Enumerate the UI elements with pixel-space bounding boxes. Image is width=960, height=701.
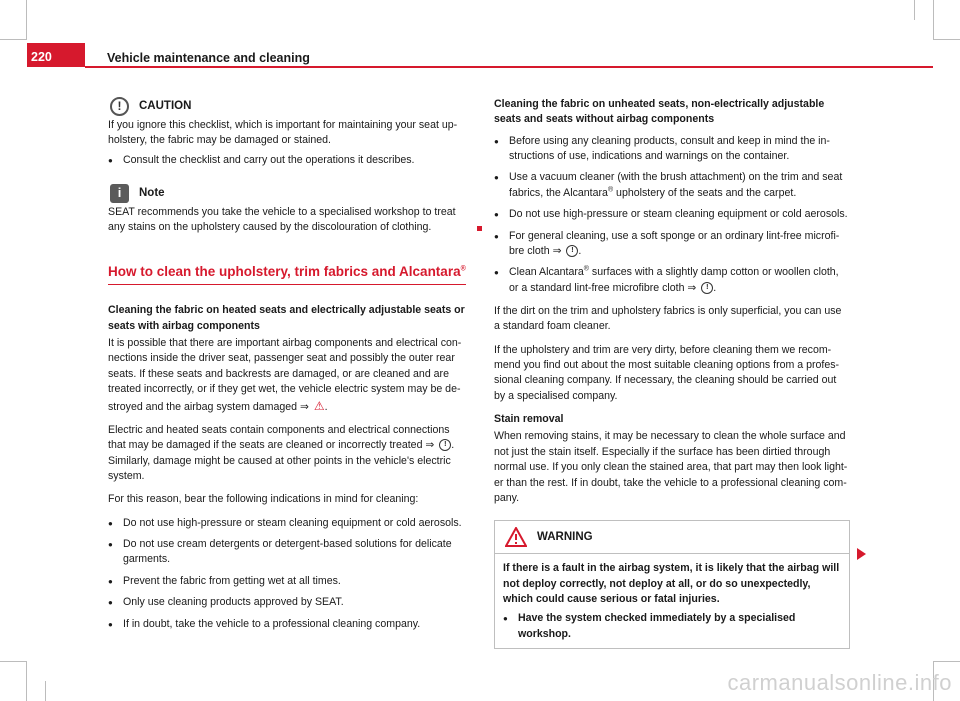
paragraph: When removing stains, it may be necessary to clean the whole surface and not just the stain itself. Especially if the surface has been dirtied through normal use. If you only clean the stained area, that part may then look light-er than the rest. If in doubt, take the vehicle to a professional cleaning com-pany. (494, 430, 848, 504)
crop-mark (26, 0, 27, 40)
warning-text: If there is a fault in the airbag system, it is likely that the airbag will not deploy correctly, not deploy at all, or do so unexpectedly, which could cause serious or fatal injuries. (503, 562, 840, 605)
paragraph (108, 336, 466, 415)
list-item-text: For general cleaning, use a soft sponge or an ordinary lint-free microfi-bre cloth ⇒ (509, 229, 840, 257)
paragraph-text: Electric and heated seats contain components and electrical connections that may be damaged if the seats are cleaned or incorrectly treated ⇒ (108, 423, 450, 452)
period: . (578, 244, 582, 257)
period: . (451, 439, 455, 452)
crop-mark (934, 39, 960, 40)
crop-mark (45, 681, 46, 701)
caution-icon: ! (701, 282, 713, 294)
paragraph: If the upholstery and trim are very dirty, before cleaning them we recom-mend you find out about the most suitable cleaning options from a profes-sional cleaning company. If necessary, the cleaning should be carried out by a specialised company. (494, 343, 840, 402)
right-column (494, 97, 848, 649)
caution-label: CAUTION (139, 100, 192, 113)
list-item: ● Before using any cleaning products, consult and keep in mind the in-structions of use, indications and warnings on the container. (494, 134, 848, 165)
warning-label: WARNING (537, 530, 593, 543)
left-column (108, 97, 466, 638)
warning-icon: ⚠ (313, 398, 325, 413)
warning-bullet: ● Have the system checked immediately by a specialised workshop. (503, 611, 841, 642)
paragraph: If the dirt on the trim and upholstery fabrics is only superficial, you can use a standard foam cleaner. (494, 304, 842, 333)
crop-mark (914, 0, 915, 20)
warning-body (495, 554, 849, 648)
list-item-text: Use a vacuum cleaner (with the brush attachment) on the trim and seat fabrics, the Alcantara (509, 171, 843, 199)
list-item-text: upholstery of the seats and the carpet. (613, 186, 797, 199)
registered-mark: ® (460, 265, 466, 273)
end-of-section-mark (477, 226, 482, 231)
warning-header (495, 521, 849, 554)
list-item: ● Only use cleaning products approved by SEAT. (108, 595, 466, 610)
list-item-text: surfaces with a slightly damp cotton or woollen cloth, or a standard lint-free microfibre cloth ⇒ (509, 266, 839, 294)
list-item: ● Do not use high-pressure or steam cleaning equipment or cold aerosols. (494, 207, 848, 222)
unheated-seats-heading: Cleaning the fabric on unheated seats, non-electrically adjustable seats and seats without airbag components (494, 98, 825, 126)
continue-arrow-icon (857, 548, 866, 560)
page-number: 220 (27, 43, 85, 67)
caution-text: If you ignore this checklist, which is important for maintaining your seat up-holstery, the fabric may be damaged or stained. (108, 119, 458, 147)
caution-icon: ! (110, 97, 129, 116)
list-item (494, 265, 848, 296)
note-label: Note (139, 187, 165, 200)
info-icon: i (110, 184, 129, 203)
paragraph-text: It is possible that there are important airbag components and electrical con-nections inside the driver seat, passenger seat and possibly the outer rear seats. If these seats and backrests are damaged, or are cleaned and are treated incorrectly, or if they get wet, the vehicle electric system may be de-stroyed and the airbag system damaged ⇒ (108, 337, 462, 413)
watermark: carmanualsonline.info (727, 670, 952, 696)
paragraph (108, 423, 466, 484)
section-title-text: How to clean the upholstery, trim fabrics and Alcantara (108, 263, 461, 279)
heated-seats-heading: Cleaning the fabric on heated seats and electrically adjustable seats or seats with airbag components (108, 304, 465, 332)
registered-mark: ® (607, 186, 614, 194)
list-item (494, 170, 848, 201)
warning-triangle-icon (505, 527, 527, 547)
crop-mark (26, 661, 27, 701)
list-item: ● Do not use cream detergents or detergent-based solutions for delicate garments. (108, 537, 466, 568)
page-title: Vehicle maintenance and cleaning (107, 51, 310, 65)
caution-header (110, 97, 466, 116)
list-item: ● If in doubt, take the vehicle to a professional cleaning company. (108, 617, 466, 632)
list-item: ● Prevent the fabric from getting wet at all times. (108, 574, 466, 589)
section-title (108, 262, 466, 286)
note-text: SEAT recommends you take the vehicle to a specialised workshop to treat any stains on the upholstery caused by the discolouration of clothing. (108, 206, 456, 234)
list-item: ● Do not use high-pressure or steam cleaning equipment or cold aerosols. (108, 516, 466, 531)
period: . (713, 281, 717, 294)
list-item (494, 229, 848, 260)
caution-bullet: ● Consult the checklist and carry out the operations it describes. (108, 153, 466, 168)
paragraph-text: Similarly, damage might be caused at other points in the vehicle's electric system. (108, 454, 451, 482)
note-header (110, 184, 466, 203)
period: . (324, 400, 328, 413)
crop-mark (934, 661, 960, 662)
caution-icon: ! (439, 439, 451, 451)
list-item-text: Clean Alcantara (509, 266, 584, 279)
crop-mark (0, 39, 26, 40)
caution-icon: ! (566, 245, 578, 257)
stain-removal-heading: Stain removal (494, 413, 564, 426)
crop-mark (933, 0, 934, 40)
warning-box (494, 520, 850, 649)
paragraph: For this reason, bear the following indications in mind for cleaning: (108, 493, 419, 506)
registered-mark: ® (583, 265, 589, 273)
crop-mark (0, 661, 26, 662)
